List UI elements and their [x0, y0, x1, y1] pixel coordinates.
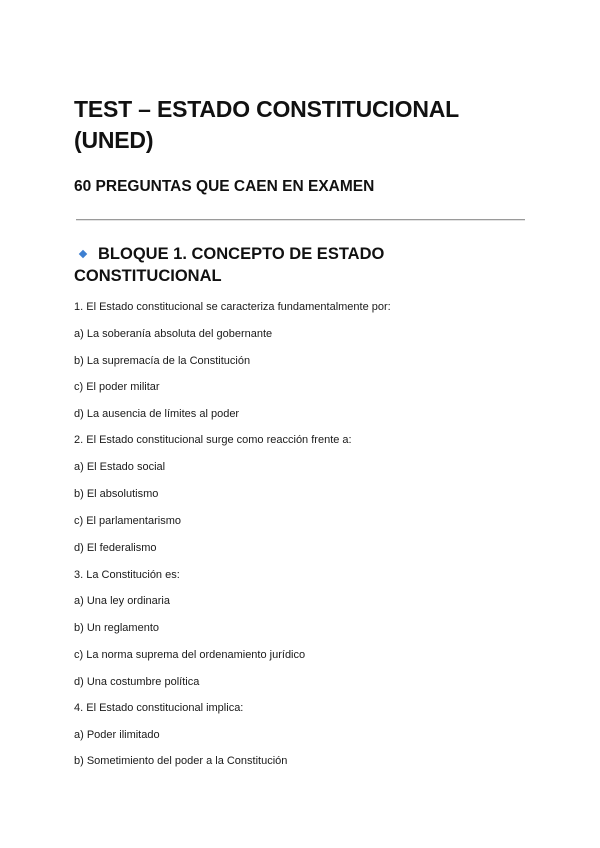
question-1-option-d: d) La ausencia de límites al poder	[74, 408, 240, 420]
question-4-text: 4. El Estado constitucional implica:	[74, 702, 244, 714]
question-3-option-c: c) La norma suprema del ordenamiento jurídico	[74, 649, 306, 661]
document-subtitle: 60 PREGUNTAS QUE CAEN EN EXAMEN	[74, 178, 375, 195]
question-3-text: 3. La Constitución es:	[74, 569, 180, 581]
question-3-option-a: a) Una ley ordinaria	[74, 595, 170, 607]
question-3-option-b: b) Un reglamento	[74, 622, 159, 634]
question-2-text: 2. El Estado constitucional surge como reacción frente a:	[74, 434, 352, 446]
section-heading-text: BLOQUE 1. CONCEPTO DE ESTADO CONSTITUCIONAL	[74, 245, 385, 285]
question-2-option-a: a) El Estado social	[74, 461, 166, 473]
question-4-option-b: b) Sometimiento del poder a la Constitución	[74, 755, 288, 767]
question-4-option-a: a) Poder ilimitado	[74, 729, 160, 741]
question-1-option-b: b) La supremacía de la Constitución	[74, 355, 251, 367]
document-title: TEST – ESTADO CONSTITUCIONAL (UNED)	[74, 96, 459, 153]
question-1-text: 1. El Estado constitucional se caracteriza fundamentalmente por:	[74, 301, 391, 313]
diamond-icon	[79, 250, 87, 258]
question-2-option-c: c) El parlamentarismo	[74, 515, 181, 527]
section-heading-bloque-1	[74, 243, 474, 287]
question-2-option-d: d) El federalismo	[74, 542, 157, 554]
question-2-option-b: b) El absolutismo	[74, 488, 159, 500]
question-1-option-a: a) La soberanía absoluta del gobernante	[74, 328, 273, 340]
question-3-option-d: d) Una costumbre política	[74, 676, 200, 688]
horizontal-divider	[76, 219, 525, 221]
question-1-option-c: c) El poder militar	[74, 381, 160, 393]
